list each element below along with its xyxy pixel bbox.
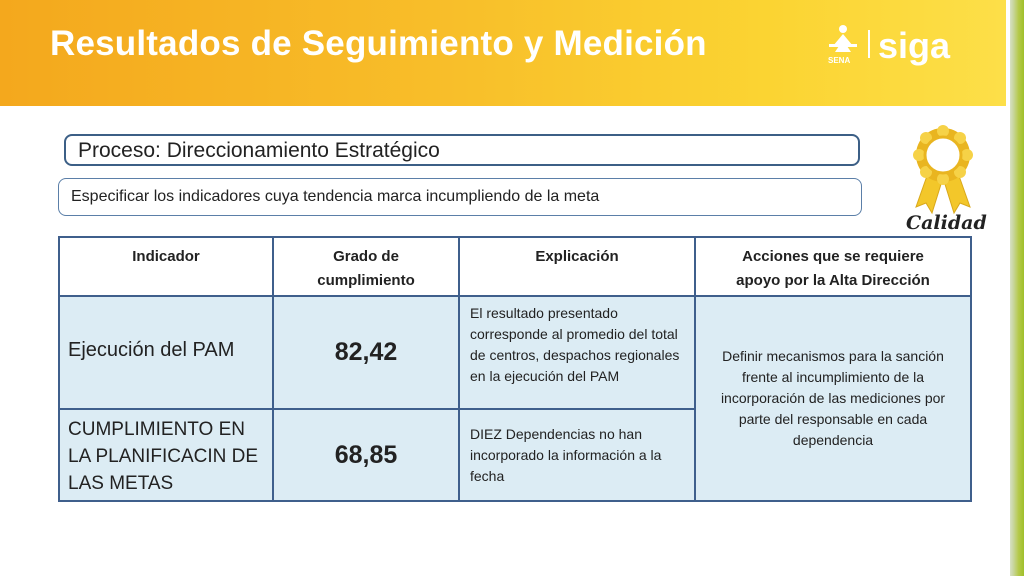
explicacion-cell: DIEZ Dependencias no han incorporado la información a la fecha bbox=[459, 409, 695, 501]
sena-logo-icon bbox=[829, 25, 857, 52]
table-row bbox=[59, 296, 971, 409]
table-header-row bbox=[59, 237, 971, 296]
spec-label: Especificar los indicadores cuya tendencia marca incumpliendo de la meta bbox=[71, 188, 600, 205]
header-indicador: Indicador bbox=[59, 237, 273, 296]
siga-logo-text: siga bbox=[878, 25, 951, 66]
grado-cell: 82,42 bbox=[273, 296, 459, 409]
svg-text:SENA: SENA bbox=[828, 56, 851, 65]
medal-ribbon-icon bbox=[900, 125, 990, 235]
header-banner bbox=[0, 0, 1024, 106]
grado-cell: 68,85 bbox=[273, 409, 459, 501]
header-acciones: Acciones que se requiere apoyo por la Alta Dirección bbox=[695, 237, 971, 296]
medal-label: Calidad bbox=[906, 212, 987, 234]
right-accent-bar bbox=[1006, 0, 1024, 576]
process-box bbox=[64, 134, 860, 166]
results-table bbox=[58, 236, 972, 502]
header-grado: Grado de cumplimiento bbox=[273, 237, 459, 296]
indicador-cell: Ejecución del PAM bbox=[59, 296, 273, 409]
sena-siga-logo bbox=[826, 22, 976, 72]
explicacion-cell: El resultado presentado corresponde al promedio del total de centros, despachos regionales en la ejecución del PAM bbox=[459, 296, 695, 409]
spec-box bbox=[58, 178, 862, 216]
page-title: Resultados de Seguimiento y Medición bbox=[50, 24, 707, 63]
header-explicacion: Explicación bbox=[459, 237, 695, 296]
indicador-cell: CUMPLIMIENTO EN LA PLANIFICACIN DE LAS METAS bbox=[59, 409, 273, 501]
process-label: Proceso: Direccionamiento Estratégico bbox=[78, 139, 440, 162]
acciones-cell: Definir mecanismos para la sanción frente al incumplimiento de la incorporación de las mediciones por parte del responsable en cada dependencia bbox=[695, 296, 971, 501]
